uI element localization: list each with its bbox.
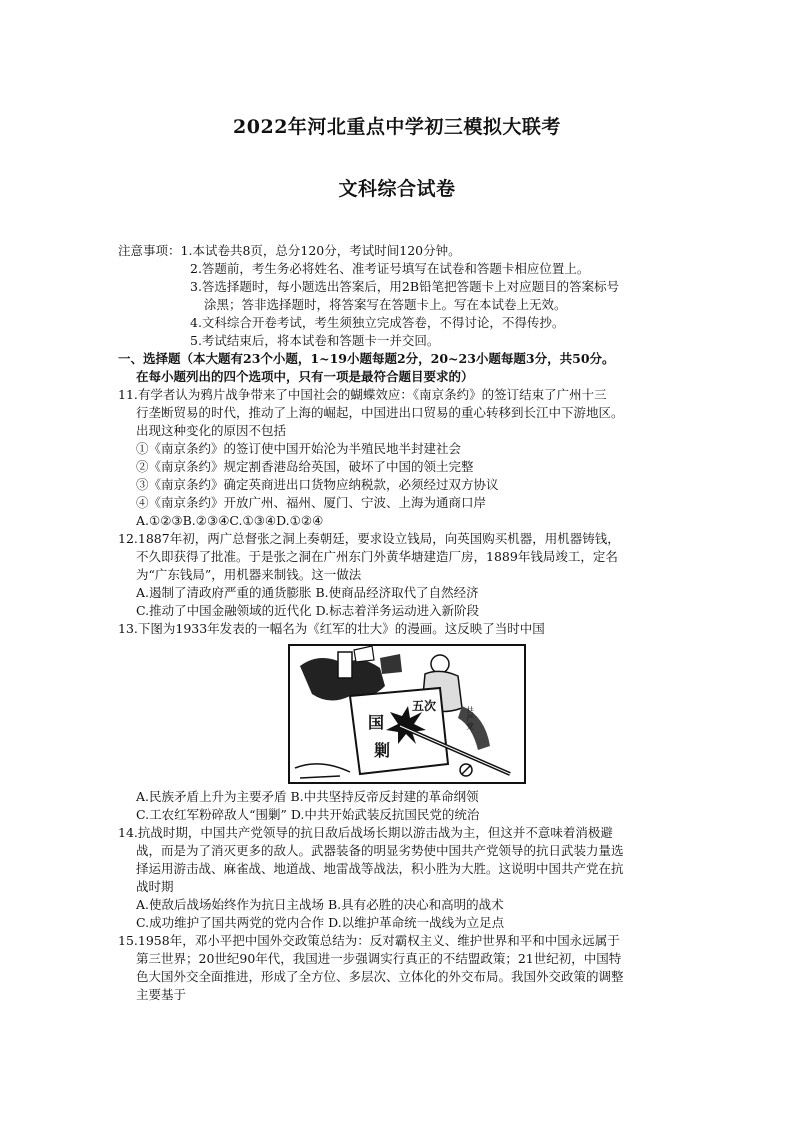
- q15-stem-2: 第三世界；20世纪90年代，我国进一步强调实行真正的不结盟政策；21世纪初，中国特: [136, 951, 622, 966]
- q11-item-2: ②《南京条约》规定割香港岛给英国，破坏了中国的领土完整: [136, 459, 474, 474]
- side-label: 共产党: [465, 706, 475, 730]
- exam-title: 2022年河北重点中学初三模拟大联考: [233, 116, 561, 138]
- banner-flag-2: [354, 646, 374, 662]
- placard-label: 五次: [412, 699, 437, 713]
- q15-stem-4: 主要基于: [136, 987, 187, 1002]
- q12-options-cd: C.推动了中国金融领域的近代化 D.标志着洋务运动进入新阶段: [136, 603, 480, 618]
- q12-stem-2: 不久即获得了批准。于是张之洞在广州东门外黄华塘建造厂房，1889年钱局竣工，定名: [136, 549, 618, 564]
- q13-options-cd: C.工农红军粉碎敌人“围剿” D.中共开始武装反抗国民党的统治: [136, 807, 480, 822]
- q14-options-cd: C.成功维护了国共两党的党内合作 D.以维护革命统一战线为立足点: [136, 915, 505, 930]
- banner-flag-3: [380, 654, 402, 674]
- section-instruction: 在每小题列出的四个选项中，只有一项是最符合题目要求的）: [136, 369, 474, 384]
- q12-stem-1: 12.1887年初，两广总督张之洞上奏朝廷，要求设立钱局，向英国购买机器，用机器铸钱，: [118, 531, 620, 546]
- q14-stem-1: 14.抗战时期，中国共产党领导的抗日敌后战场长期以游击战为主，但这并不意味着消极避: [118, 825, 613, 840]
- notes-item-2: 2.答题前，考生务必将姓名、准考证号填写在试卷和答题卡相应位置上。: [190, 261, 590, 276]
- notes-item-4: 4.文科综合开卷考试，考生须独立完成答卷，不得讨论，不得传抄。: [190, 315, 565, 330]
- banner-flag: [338, 652, 352, 678]
- q13-options-ab: A.民族矛盾上升为主要矛盾 B.中共坚持反帝反封建的革命纲领: [136, 789, 479, 804]
- notes-item-3: 3.答选择题时，每小题选出答案后，用2B铅笔把答题卡上对应题目的答案标号: [190, 279, 620, 294]
- q15-stem-1: 15.1958年，邓小平把中国外交政策总结为：反对霸权主义、维护世界和平和中国永远属于: [118, 933, 620, 948]
- soldier-head: [431, 655, 449, 673]
- q14-stem-4: 战时期: [136, 879, 174, 894]
- q11-stem-1: 11.有学者认为鸦片战争带来了中国社会的蝴蝶效应：《南京条约》的签订结束了广州十三: [118, 387, 607, 402]
- placard-char-1: 国: [368, 713, 385, 732]
- q11-item-1: ①《南京条约》的签订使中国开始沦为半殖民地半封建社会: [136, 441, 462, 456]
- exam-subtitle: 文科综合试卷: [338, 178, 456, 200]
- q13-stem: 13.下图为1933年发表的一幅名为《红军的壮大》的漫画。这反映了当时中国: [118, 621, 545, 636]
- q11-stem-3: 出现这种变化的原因不包括: [136, 423, 287, 438]
- q12-options-ab: A.遏制了清政府严重的通货膨胀 B.使商品经济取代了自然经济: [136, 585, 479, 600]
- exam-content: [118, 242, 683, 1004]
- cartoon-illustration: [290, 646, 524, 782]
- q14-options-ab: A.使敌后战场始终作为抗日主战场 B.具有必胜的决心和高明的战术: [136, 897, 504, 912]
- notes-item-5: 5.考试结束后，将本试卷和答题卡一并交回。: [190, 333, 440, 348]
- q15-stem-3: 色大国外交全面推进，形成了全方位、多层次、立体化的外交布局。我国外交政策的调整: [136, 969, 624, 984]
- q14-stem-3: 择运用游击战、麻雀战、地道战、地雷战等战法，积小胜为大胜。这说明中国共产党在抗: [136, 861, 624, 876]
- q14-stem-2: 战，而是为了消灭更多的敌人。武器装备的明显劣势使中国共产党领导的抗日武装力量选: [136, 843, 624, 858]
- q12-stem-3: 为“广东钱局”，用机器来制钱。这一做法: [136, 567, 362, 582]
- q13-figure-area: [118, 638, 683, 788]
- q11-item-4: ④《南京条约》开放广州、福州、厦门、宁波、上海为通商口岸: [136, 495, 487, 510]
- notes-item-1: 注意事项：1.本试卷共8页，总分120分，考试时间120分钟。: [118, 243, 461, 258]
- notes-label: 注意事项：: [118, 243, 181, 258]
- section-heading: 一、选择题（本大题有23个小题，1~19小题每题2分，20~23小题每题3分，共50分。: [118, 351, 615, 366]
- q11-options: A.①②③B.②③④C.①③④D.①②④: [136, 513, 324, 528]
- placard-char-2: 剿: [374, 741, 391, 760]
- q11-stem-2: 行垄断贸易的时代，推动了上海的崛起，中国进出口贸易的重心转移到长江中下游地区。: [136, 405, 624, 420]
- q13-cartoon-figure: [288, 644, 526, 784]
- notes-item-3-cont: 涂黑；答非选择题时，将答案写在答题卡上。写在本试卷上无效。: [204, 297, 567, 312]
- ground-lines: [295, 764, 350, 778]
- q11-item-3: ③《南京条约》确定英商进出口货物应纳税款，必须经过双方协议: [136, 477, 499, 492]
